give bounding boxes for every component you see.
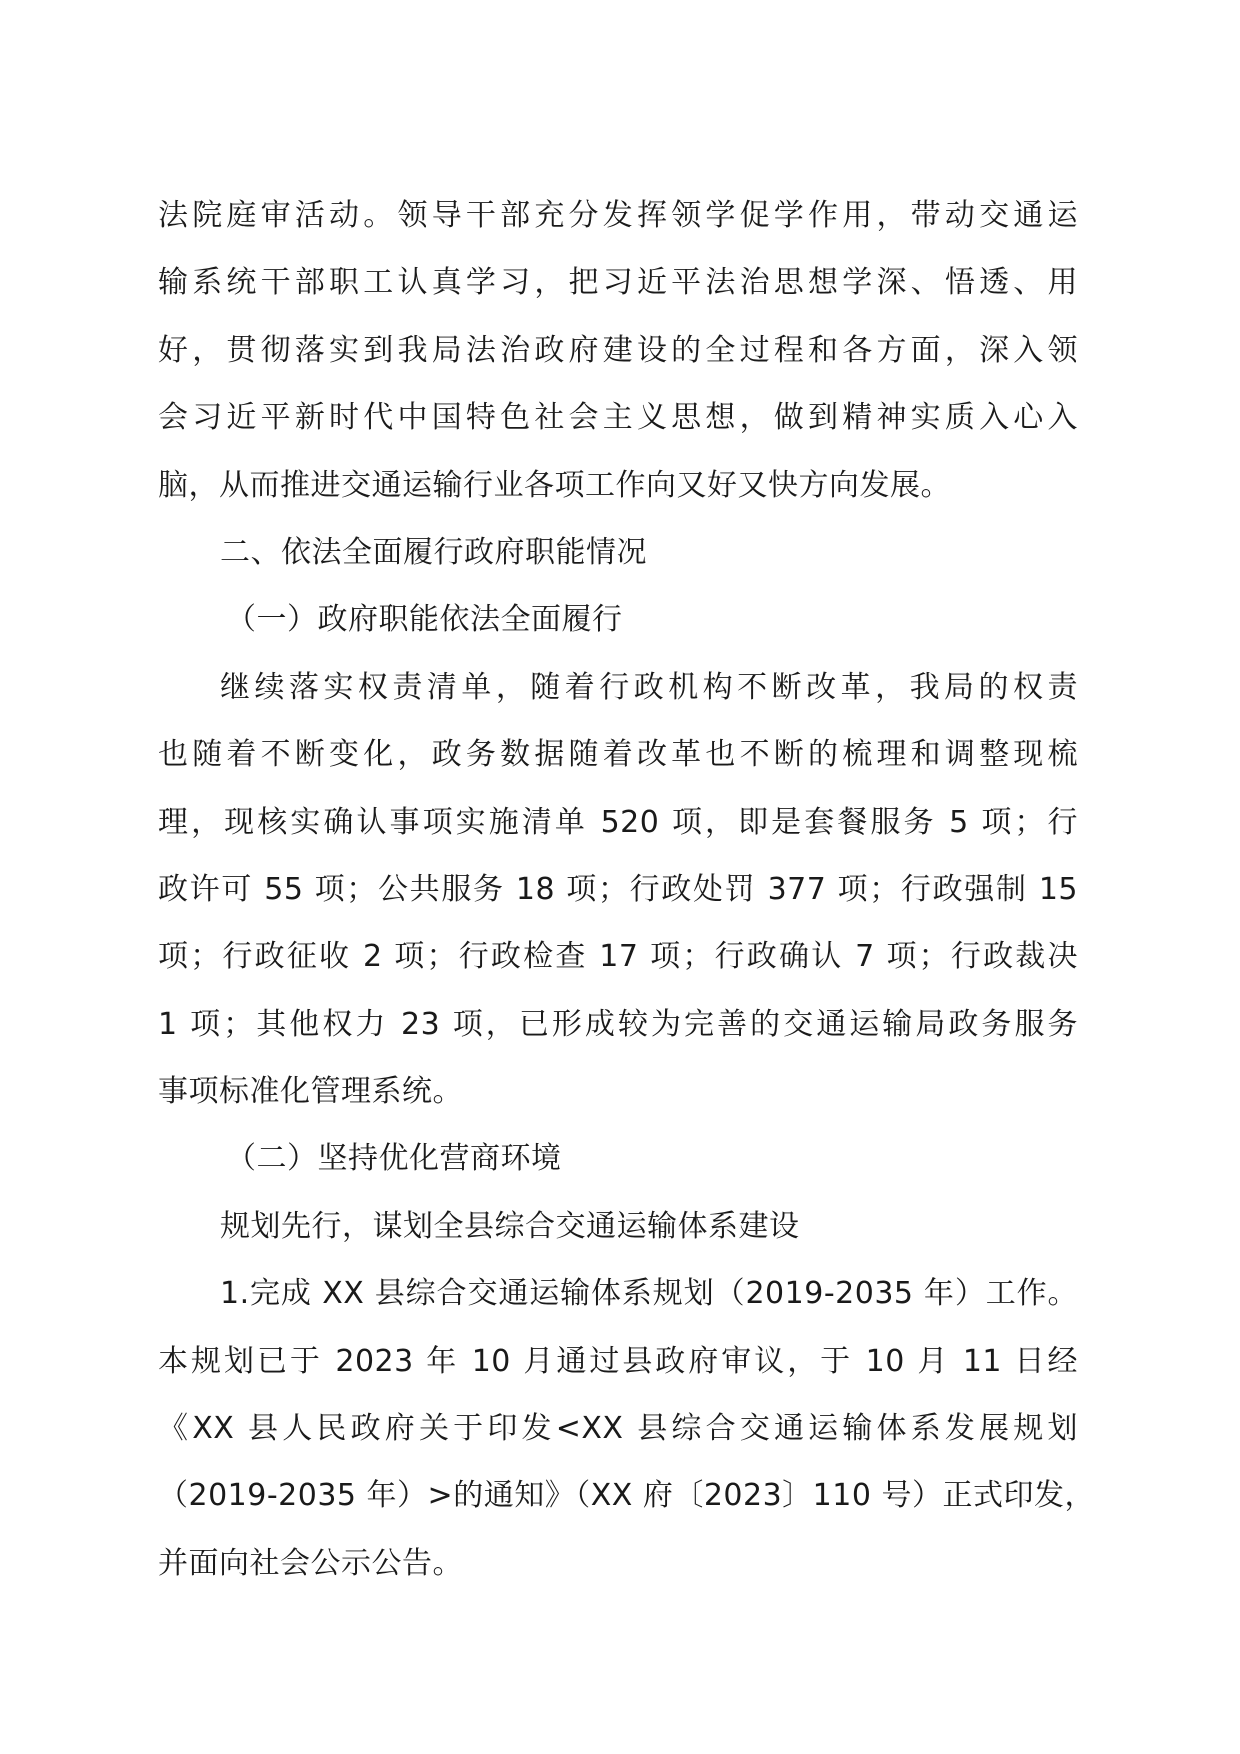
section-heading: 二、依法全面履行政府职能情况 <box>220 534 647 570</box>
body-text-line: 事项标准化管理系统。 <box>158 1074 463 1110</box>
body-text-line: 继续落实权责清单，随着行政机构不断改革，我局的权责 <box>220 669 1078 705</box>
body-text-line: 输系统干部职工认真学习，把习近平法治思想学深、悟透、用 <box>158 265 1078 301</box>
body-text-line: 项；行政征收 2 项；行政检查 17 项；行政确认 7 项；行政裁决 <box>158 939 1078 975</box>
subsection-heading: （二）坚持优化营商环境 <box>226 1141 562 1177</box>
body-text-line: 1 项；其他权力 23 项，已形成较为完善的交通运输局政务服务 <box>158 1006 1078 1042</box>
body-text-line: 本规划已于 2023 年 10 月通过县政府审议，于 10 月 11 日经 <box>158 1343 1078 1379</box>
body-text-line: 1.完成 XX 县综合交通运输体系规划（2019-2035 年）工作。 <box>220 1276 1078 1312</box>
body-text-line: 会习近平新时代中国特色社会主义思想，做到精神实质入心入 <box>158 400 1078 436</box>
body-text-line: 好，贯彻落实到我局法治政府建设的全过程和各方面，深入领 <box>158 332 1078 368</box>
document-body <box>158 182 1095 1597</box>
body-text-line: 脑，从而推进交通运输行业各项工作向又好又快方向发展。 <box>158 467 951 503</box>
body-text-line: 政许可 55 项；公共服务 18 项；行政处罚 377 项；行政强制 15 <box>158 871 1078 907</box>
subsection-heading: （一）政府职能依法全面履行 <box>226 602 623 638</box>
body-text-line: 理，现核实确认事项实施清单 520 项，即是套餐服务 5 项；行 <box>158 804 1078 840</box>
body-text-line: 法院庭审活动。领导干部充分发挥领学促学作用，带动交通运 <box>158 198 1078 233</box>
body-text-line: （2019-2035 年）>的通知》（XX 府〔2023〕110 号）正式印发， <box>158 1478 1095 1514</box>
body-text-line: 《XX 县人民政府关于印发<XX 县综合交通运输体系发展规划 <box>158 1411 1078 1447</box>
body-text-line: 也随着不断变化，政务数据随着改革也不断的梳理和调整现梳 <box>158 737 1078 773</box>
body-text-line: 规划先行，谋划全县综合交通运输体系建设 <box>220 1208 800 1244</box>
body-text-line: 并面向社会公示公告。 <box>158 1545 463 1581</box>
